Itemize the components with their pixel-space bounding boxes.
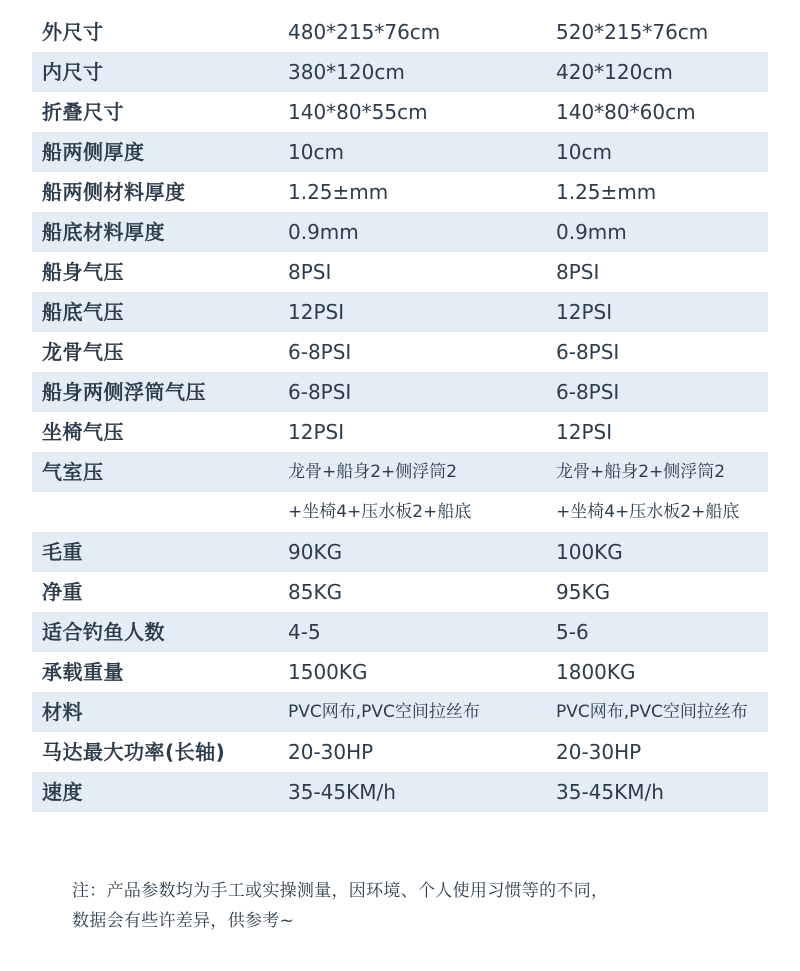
row-value-model-2: 20-30HP	[556, 740, 642, 764]
spec-row-motor-power	[32, 732, 768, 772]
row-value-model-2: 100KG	[556, 540, 623, 564]
row-value-model-2: 1800KG	[556, 660, 636, 684]
row-value-model-1: 12PSI	[288, 300, 345, 324]
row-value-model-1: 85KG	[288, 580, 343, 604]
row-value-model-1: 1.25±mm	[288, 180, 389, 204]
row-value-model-1: PVC网布,PVC空间拉丝布	[288, 702, 480, 722]
row-value-model-2: 140*80*60cm	[556, 100, 696, 124]
row-value-model-2: 6-8PSI	[556, 340, 620, 364]
row-value-model-1: 10cm	[288, 140, 344, 164]
spec-row-side-thickness	[32, 132, 768, 172]
row-label: 净重	[42, 580, 83, 604]
row-value-model-1: 6-8PSI	[288, 380, 352, 404]
disclaimer-line-1: 注：产品参数均为手工或实操测量，因环境、个人使用习惯等的不同，	[72, 881, 609, 901]
row-label: 坐椅气压	[42, 420, 124, 444]
spec-row-material	[32, 692, 768, 732]
spec-row-folded-size	[32, 92, 768, 132]
row-label: 船两侧材料厚度	[42, 180, 186, 204]
row-label: 龙骨气压	[42, 340, 124, 364]
spec-row-side-tube-pressure	[32, 372, 768, 412]
spec-row-air-chambers	[32, 452, 768, 492]
spec-row-outer-size	[32, 12, 768, 52]
row-value-model-2: 1.25±mm	[556, 180, 657, 204]
spec-row-side-material-thickness	[32, 172, 768, 212]
row-value-model-2: 0.9mm	[556, 220, 627, 244]
row-value-model-1: 1500KG	[288, 660, 368, 684]
row-label: 折叠尺寸	[42, 100, 124, 124]
spec-table	[32, 12, 768, 812]
row-label: 外尺寸	[42, 20, 104, 44]
row-value-model-2: 10cm	[556, 140, 612, 164]
row-label: 马达最大功率(长轴)	[42, 740, 226, 764]
row-value-model-2: 5-6	[556, 620, 589, 644]
disclaimer-note	[72, 876, 772, 936]
spec-row-bottom-material-thickness	[32, 212, 768, 252]
row-label: 船两侧厚度	[42, 140, 145, 164]
row-value-model-1: 8PSI	[288, 260, 332, 284]
row-value-model-2: +坐椅4+压水板2+船底	[556, 502, 740, 522]
row-value-model-2: 95KG	[556, 580, 611, 604]
row-value-model-1: +坐椅4+压水板2+船底	[288, 502, 472, 522]
row-value-model-1: 480*215*76cm	[288, 20, 441, 44]
row-value-model-1: 140*80*55cm	[288, 100, 428, 124]
row-label: 速度	[42, 780, 83, 804]
spec-row-keel-pressure	[32, 332, 768, 372]
row-value-model-1: 6-8PSI	[288, 340, 352, 364]
spec-row-hull-pressure	[32, 252, 768, 292]
row-value-model-2: PVC网布,PVC空间拉丝布	[556, 702, 748, 722]
row-value-model-1: 12PSI	[288, 420, 345, 444]
spec-row-inner-size	[32, 52, 768, 92]
row-value-model-1: 0.9mm	[288, 220, 359, 244]
spec-row-fishing-capacity	[32, 612, 768, 652]
row-value-model-2: 6-8PSI	[556, 380, 620, 404]
row-label: 船底材料厚度	[42, 220, 165, 244]
row-label: 适合钓鱼人数	[42, 620, 165, 644]
row-value-model-2: 12PSI	[556, 420, 613, 444]
row-value-model-2: 12PSI	[556, 300, 613, 324]
spec-row-net-weight	[32, 572, 768, 612]
spec-row-bottom-pressure	[32, 292, 768, 332]
spec-row-load-capacity	[32, 652, 768, 692]
spec-row-speed	[32, 772, 768, 812]
spec-row-air-chambers-continued	[32, 492, 768, 532]
row-label: 船底气压	[42, 300, 124, 324]
row-label: 气室压	[42, 460, 104, 484]
row-value-model-2: 520*215*76cm	[556, 20, 709, 44]
row-label: 承载重量	[42, 660, 124, 684]
row-value-model-2: 420*120cm	[556, 60, 673, 84]
row-label: 船身两侧浮筒气压	[42, 380, 206, 404]
row-value-model-2: 35-45KM/h	[556, 780, 664, 804]
row-label: 材料	[42, 700, 83, 724]
row-value-model-1: 380*120cm	[288, 60, 405, 84]
row-value-model-2: 8PSI	[556, 260, 600, 284]
row-label: 船身气压	[42, 260, 124, 284]
row-value-model-2: 龙骨+船身2+侧浮筒2	[556, 462, 726, 482]
row-label: 内尺寸	[42, 60, 104, 84]
row-label: 毛重	[42, 540, 83, 564]
spec-row-seat-pressure	[32, 412, 768, 452]
disclaimer-line-2: 数据会有些许差异，供参考~	[72, 911, 295, 931]
row-value-model-1: 20-30HP	[288, 740, 374, 764]
row-value-model-1: 90KG	[288, 540, 343, 564]
row-value-model-1: 4-5	[288, 620, 321, 644]
spec-row-gross-weight	[32, 532, 768, 572]
row-value-model-1: 龙骨+船身2+侧浮筒2	[288, 462, 458, 482]
row-value-model-1: 35-45KM/h	[288, 780, 396, 804]
